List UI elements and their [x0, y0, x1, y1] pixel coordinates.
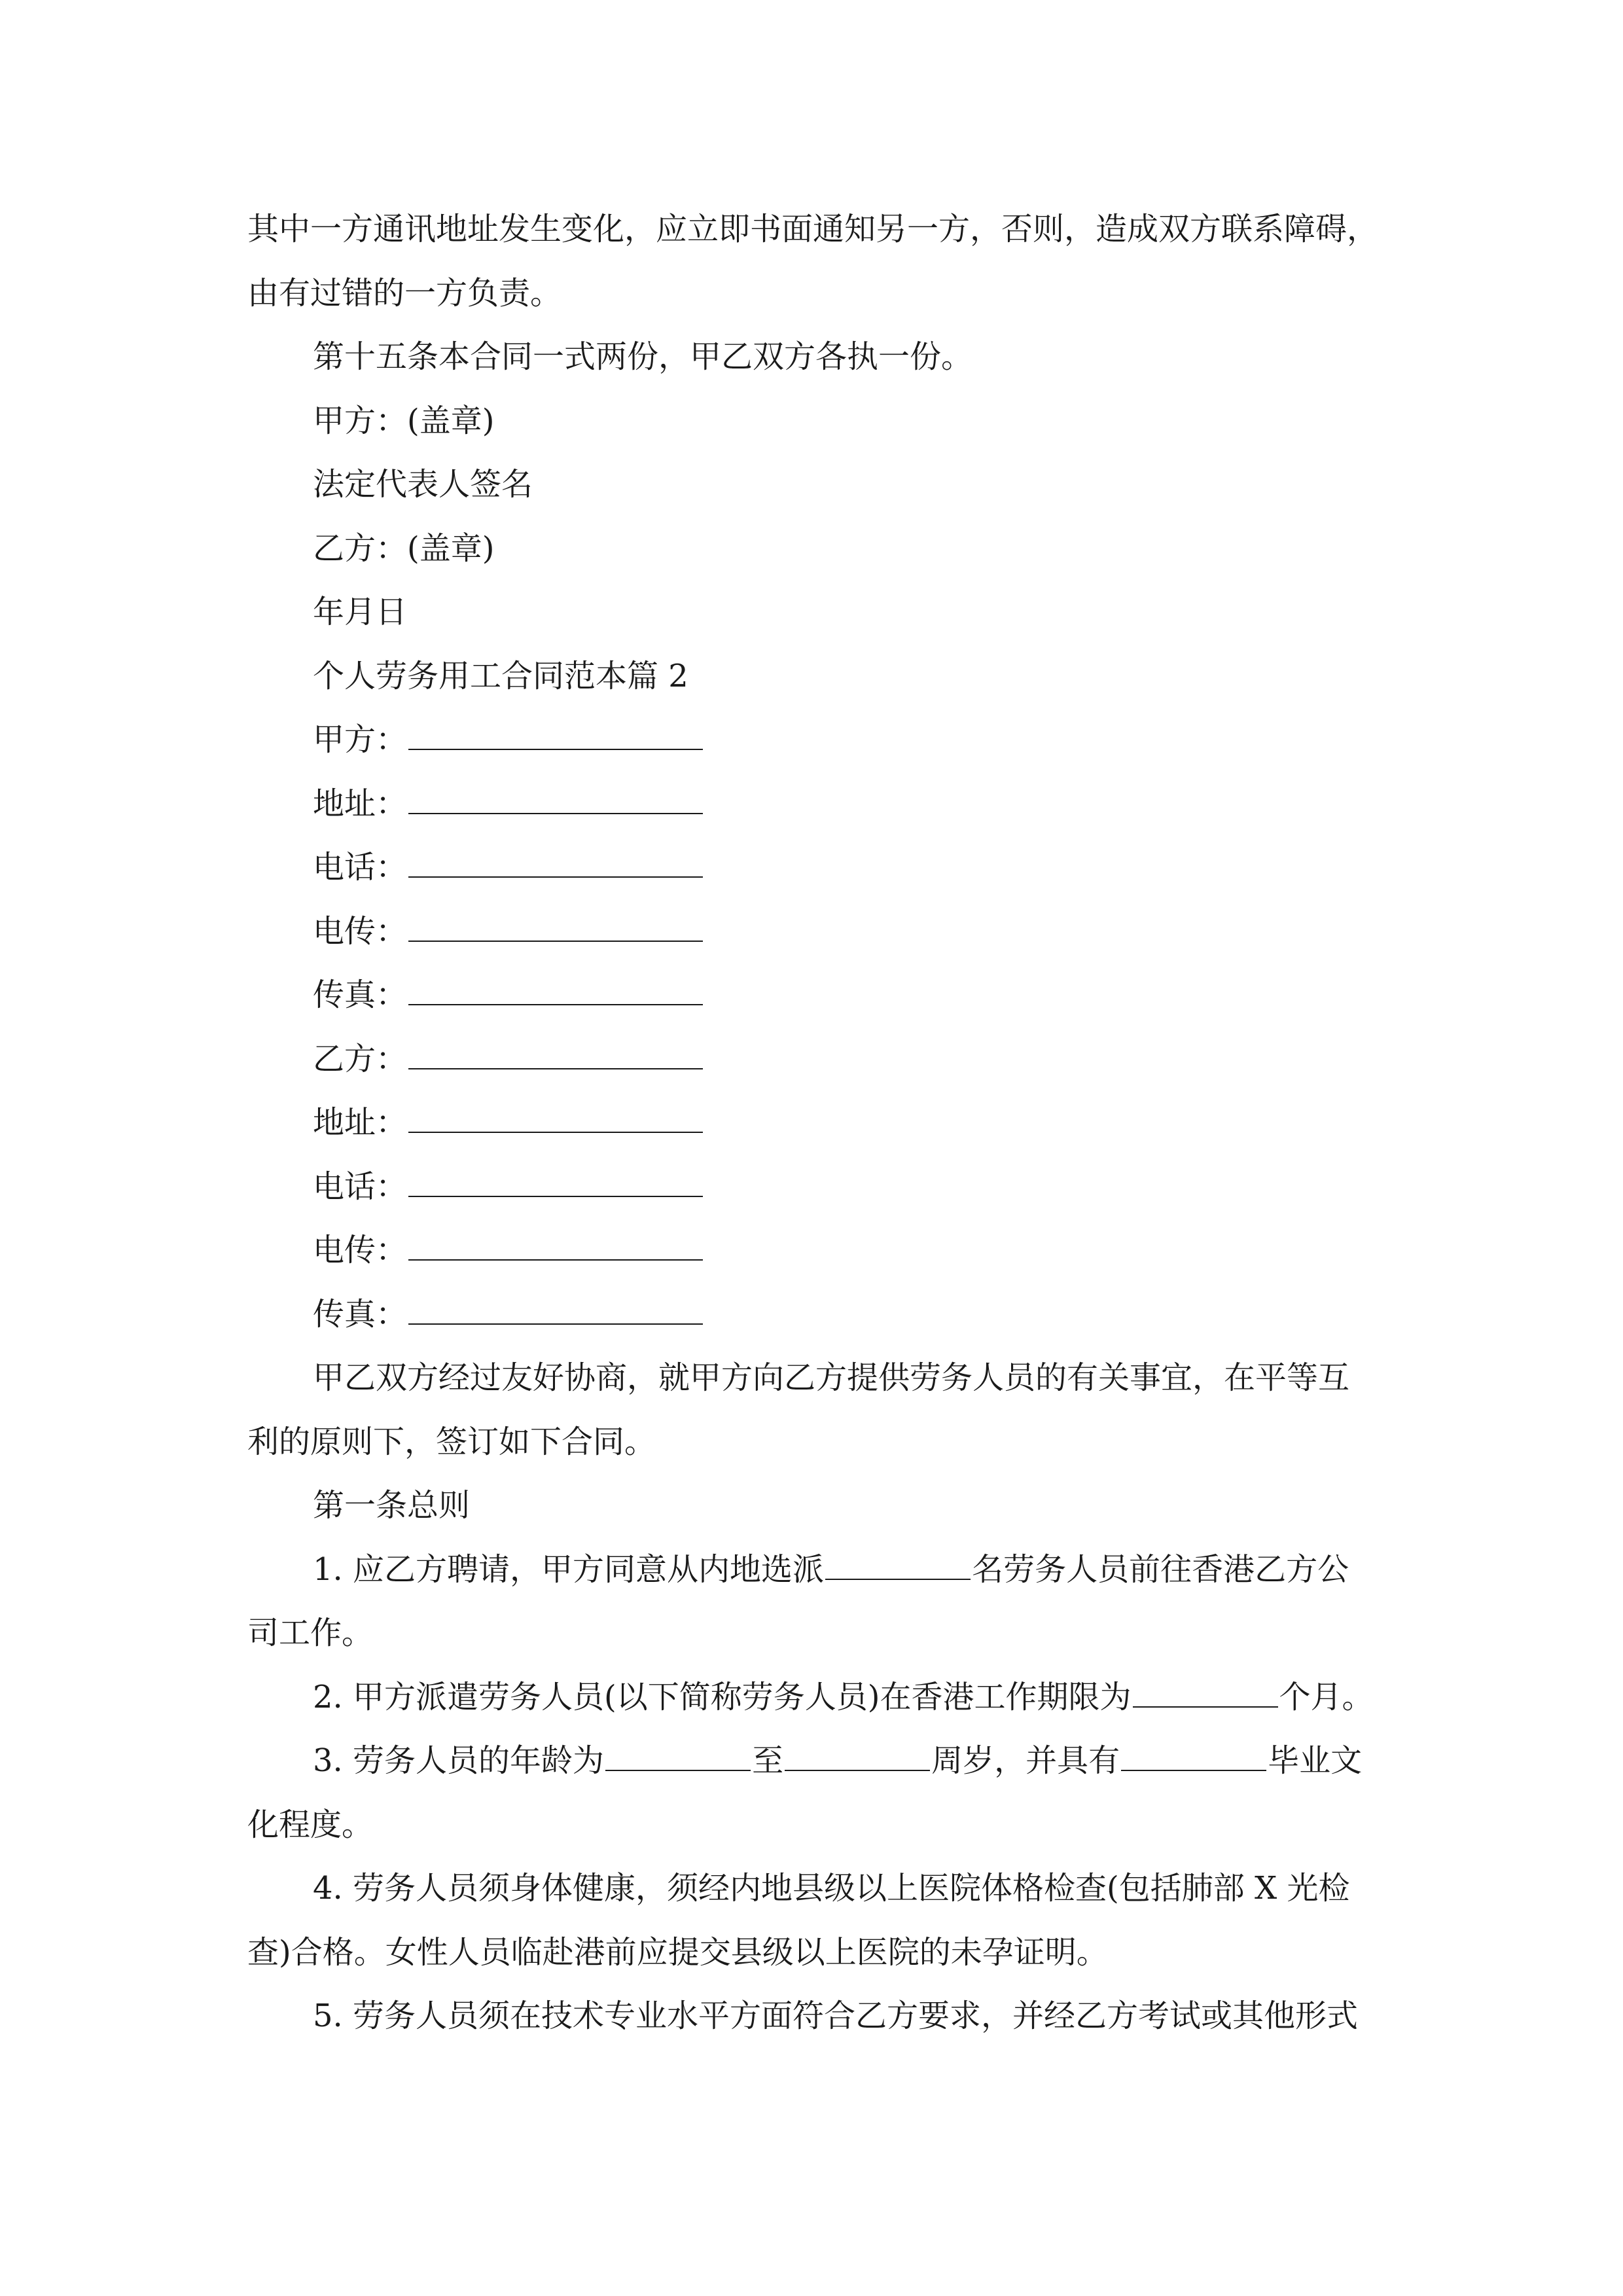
clause-3	[247, 1729, 1425, 1793]
party-a-fax-field	[247, 963, 1425, 1028]
clause-1	[247, 1538, 1425, 1602]
party-a-telex-field	[247, 900, 1425, 964]
clause-text: 至	[752, 1742, 784, 1779]
preamble-line-1: 甲乙双方经过友好协商，就甲方向乙方提供劳务人员的有关事宜，在平等互	[313, 1359, 1350, 1396]
party-b-name-field	[247, 1028, 1425, 1092]
contract-2-title: 个人劳务用工合同范本篇 2	[313, 657, 688, 694]
field-label: 地址：	[313, 785, 408, 822]
article-1-title: 第一条总则	[313, 1487, 471, 1524]
party-b-phone-field	[247, 1155, 1425, 1219]
field-label: 电话：	[313, 849, 408, 886]
fill-blank[interactable]	[408, 784, 703, 814]
fill-blank[interactable]	[408, 1167, 703, 1197]
preamble-line-2: 利的原则下，签订如下合同。	[247, 1423, 656, 1460]
party-b-fax-field	[247, 1283, 1425, 1347]
clause-4-continuation: 查)合格。女性人员临赴港前应提交县级以上医院的未孕证明。	[247, 1933, 1108, 1971]
intro-line-1: 其中一方通讯地址发生变化，应立即书面通知另一方，否则，造成双方联系障碍，	[247, 211, 1379, 247]
clause-text: 2. 甲方派遣劳务人员(以下简称劳务人员)在香港工作期限为	[313, 1678, 1132, 1715]
party-b-telex-field	[247, 1219, 1425, 1283]
fill-blank[interactable]	[605, 1741, 751, 1771]
signature-date: 年月日	[313, 594, 408, 630]
fill-blank[interactable]	[825, 1550, 971, 1580]
field-label: 传真：	[313, 1295, 408, 1333]
party-a-phone-field	[247, 836, 1425, 900]
clause-text: 毕业文	[1268, 1742, 1363, 1779]
clause-4: 4. 劳务人员须身体健康，须经内地县级以上医院体格检查(包括肺部 X 光检	[313, 1870, 1350, 1907]
party-a-name-field	[247, 708, 1425, 772]
fill-blank[interactable]	[408, 1230, 703, 1261]
fill-blank[interactable]	[785, 1741, 930, 1771]
party-b-address-field	[247, 1091, 1425, 1155]
field-label: 电传：	[313, 912, 408, 950]
clause-text: 3. 劳务人员的年龄为	[313, 1742, 605, 1779]
signature-party-b: 乙方：(盖章)	[313, 529, 495, 567]
fill-blank[interactable]	[1133, 1677, 1278, 1708]
clause-text: 个月。	[1279, 1678, 1374, 1715]
field-label: 甲方：	[313, 721, 408, 758]
field-label: 地址：	[313, 1104, 408, 1141]
field-label: 乙方：	[313, 1040, 408, 1077]
party-a-address-field	[247, 772, 1425, 836]
fill-blank[interactable]	[408, 1295, 703, 1325]
clause-5: 5. 劳务人员须在技术专业水平方面符合乙方要求，并经乙方考试或其他形式	[313, 1998, 1359, 2034]
clause-2	[247, 1666, 1425, 1730]
clause-3-continuation: 化程度。	[247, 1806, 374, 1843]
field-label: 传真：	[313, 977, 408, 1013]
signature-legal-rep: 法定代表人签名	[313, 466, 533, 503]
field-label: 电传：	[313, 1232, 408, 1268]
clause-1-continuation: 司工作。	[247, 1615, 374, 1651]
intro-line-2: 由有过错的一方负责。	[247, 274, 562, 312]
fill-blank[interactable]	[408, 912, 703, 942]
signature-party-a: 甲方：(盖章)	[313, 402, 495, 439]
fill-blank[interactable]	[408, 1103, 703, 1133]
clause-text: 1. 应乙方聘请，甲方同意从内地选派	[313, 1551, 825, 1588]
fill-blank[interactable]	[408, 720, 703, 750]
fill-blank[interactable]	[1121, 1741, 1266, 1771]
article-15: 第十五条本合同一式两份，甲乙双方各执一份。	[313, 338, 973, 375]
clause-text: 周岁，并具有	[931, 1742, 1120, 1779]
fill-blank[interactable]	[408, 975, 703, 1005]
fill-blank[interactable]	[408, 1039, 703, 1069]
clause-text: 名劳务人员前往香港乙方公	[972, 1551, 1349, 1588]
document-body	[247, 198, 1425, 2049]
field-label: 电话：	[313, 1168, 408, 1205]
fill-blank[interactable]	[408, 848, 703, 878]
